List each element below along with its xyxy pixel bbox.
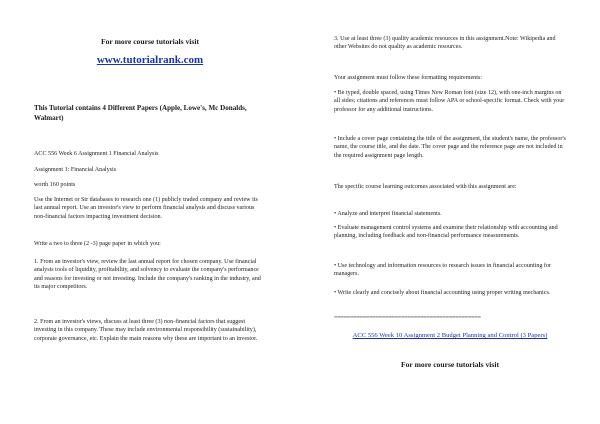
separator-line: ============================================== [334,314,481,321]
intro-text: This Tutorial contains 4 Different Papers (Apple, Lowe's, Mc Donalds, Walmart) [34,104,247,122]
instructions-paragraph: Use the Internet or Str databases to research one (1) publicly traded company and review its last annual report. Use an investor's view to perform financial analysis and discuss various non-financial factors impacting investment decision. [34,197,258,220]
right-page [300,0,600,424]
requirement-2: 2. From an investor's views, discuss at least three (3) non-financial factors that suggest investing in this company. These may include environmental responsibility (sustainability), corporate governance, etc. Explain the main reasons why these are important to an investor. [34,319,258,342]
outcome-bullet-3: • Use technology and information resources to research issues in financial accounting for managers. [334,263,552,278]
outcome-bullet-2: • Evaluate management control systems and examine their relationship with accounting and planning, including feedback and non-financial performance measurements. [334,225,558,240]
paper-length-text: Write a two to three (2 -3) page paper in which you: [34,241,161,247]
formatting-intro: Your assignment must follow these formatting requirements: [334,75,482,81]
requirement-3: 3. Use at least three (3) quality academic resources in this assignment.Note: Wikipedia and other Websites do not quality as academic resources. [334,36,556,51]
header-text: For more course tutorials visit [101,37,199,46]
requirement-1: 1. From an investor's view, review the last annual report for chosen company. Use financial analysis tools of liquidity, profitability, and solvency to evaluate the company's performance and reasons for investing or not investing. Include the company's ranking in the industry, and its major competitors. [34,259,261,291]
outcomes-intro: The specific course learning outcomes associated with this assignment are: [334,184,517,190]
formatting-bullet-1: • Be typed, double spaced, using Times New Roman font (size 12), with one-inch margins on all sides; citations and references must follow APA or school-specific format. Check with your professor for any additional instructions. [334,90,565,113]
outcome-bullet-1: • Analyze and interpret financial statements. [334,211,442,217]
points-text: worth 160 points [34,182,76,188]
formatting-bullet-2: • Include a cover page containing the title of the assignment, the student's name, the professor's name, the course title, and the date. The cover page and the reference page are not included in the required assignment page length. [334,136,566,159]
tutorialrank-link[interactable]: www.tutorialrank.com [96,54,204,66]
assignment-title: Assignment 1: Financial Analysis [34,167,117,173]
outcome-bullet-4: • Write clearly and concisely about financial accounting using proper writing mechanics. [334,290,551,296]
next-assignment-link[interactable]: ACC 556 Week 10 Assignment 2 Budget Planning and Control (3 Papers) [352,332,548,339]
course-line: ACC 556 Week 6 Assignment 1 Financial Analysis [34,151,159,157]
footer-text: For more course tutorials visit [401,360,499,369]
